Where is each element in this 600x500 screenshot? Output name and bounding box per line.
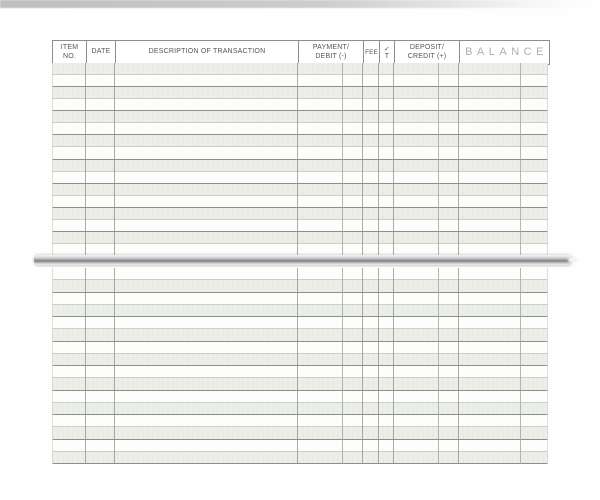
fee-label: FEE [365,48,378,56]
register-entry-line [52,208,548,220]
binding-fold-bar [34,255,572,265]
register-entry-line [52,99,548,111]
description-payment-divider [297,63,298,256]
register-entry-line [52,196,548,208]
item-no-label-line2: NO. [62,52,77,60]
scan-edge-artifact [0,0,600,8]
date-description-divider [114,63,115,256]
fee-check-divider [378,268,379,464]
checkmark-icon: ✓ [383,45,391,53]
register-entry-line [52,305,548,317]
deposit-label-line2: CREDIT (+) [407,52,447,60]
column-header-fee [363,41,379,64]
deposit-balance-divider [458,268,459,464]
table-left-edge-line [52,268,53,464]
date-description-divider [114,268,115,464]
payment-fee-divider [362,268,363,464]
payment-label-line2: DEBIT (-) [315,52,347,60]
deposit-cents-divider [438,268,439,464]
column-header-payment-debit [298,41,363,64]
check-deposit-divider [393,63,394,256]
register-entry-line [52,354,548,366]
register-entry-line [52,391,548,403]
balance-label: BALANCE [465,46,548,59]
payment-cents-divider [342,63,343,256]
register-rows-top-page [52,63,548,256]
register-entry-line [52,75,548,87]
register-entry-line [52,220,548,232]
item-date-divider [85,268,86,464]
register-entry-line [52,366,548,378]
register-entry-line [52,184,548,196]
register-entry-line [52,329,548,341]
deposit-label-line1: DEPOSIT/ [409,44,445,52]
register-entry-line [52,160,548,172]
payment-cents-divider [342,268,343,464]
register-header-row [52,40,550,65]
payment-fee-divider [362,63,363,256]
register-entry-line [52,147,548,159]
register-entry-line [52,415,548,427]
table-right-edge-line [547,268,548,464]
balance-cents-divider [520,63,521,256]
table-right-edge-line [547,63,548,256]
register-entry-line [52,172,548,184]
item-no-label-line1: ITEM [60,44,79,52]
column-header-check-t [379,41,394,64]
balance-cents-divider [520,268,521,464]
register-entry-line [52,232,548,244]
check-t-label: T [384,52,390,60]
date-label: DATE [91,48,111,56]
check-deposit-divider [393,268,394,464]
column-header-balance [459,41,549,64]
description-payment-divider [297,268,298,464]
column-header-description [115,41,298,64]
register-entry-line [52,123,548,135]
deposit-balance-divider [458,63,459,256]
column-header-item-no [53,41,86,64]
register-entry-line [52,268,548,280]
register-entry-line [52,63,548,75]
register-entry-line [52,452,548,464]
register-entry-line [52,440,548,452]
payment-label-line1: PAYMENT/ [312,44,350,52]
item-date-divider [85,63,86,256]
register-entry-line [52,111,548,123]
register-entry-line [52,378,548,390]
register-entry-line [52,293,548,305]
register-entry-line [52,427,548,439]
register-entry-line [52,317,548,329]
description-label: DESCRIPTION OF TRANSACTION [148,48,266,56]
table-left-edge-line [52,63,53,256]
register-entry-line [52,342,548,354]
register-entry-line [52,87,548,99]
fee-check-divider [378,63,379,256]
register-entry-line [52,403,548,415]
column-header-deposit-credit [394,41,459,64]
deposit-cents-divider [438,63,439,256]
column-header-date [86,41,115,64]
register-rows-bottom-page [52,268,548,464]
register-entry-line [52,135,548,147]
register-entry-line [52,280,548,292]
